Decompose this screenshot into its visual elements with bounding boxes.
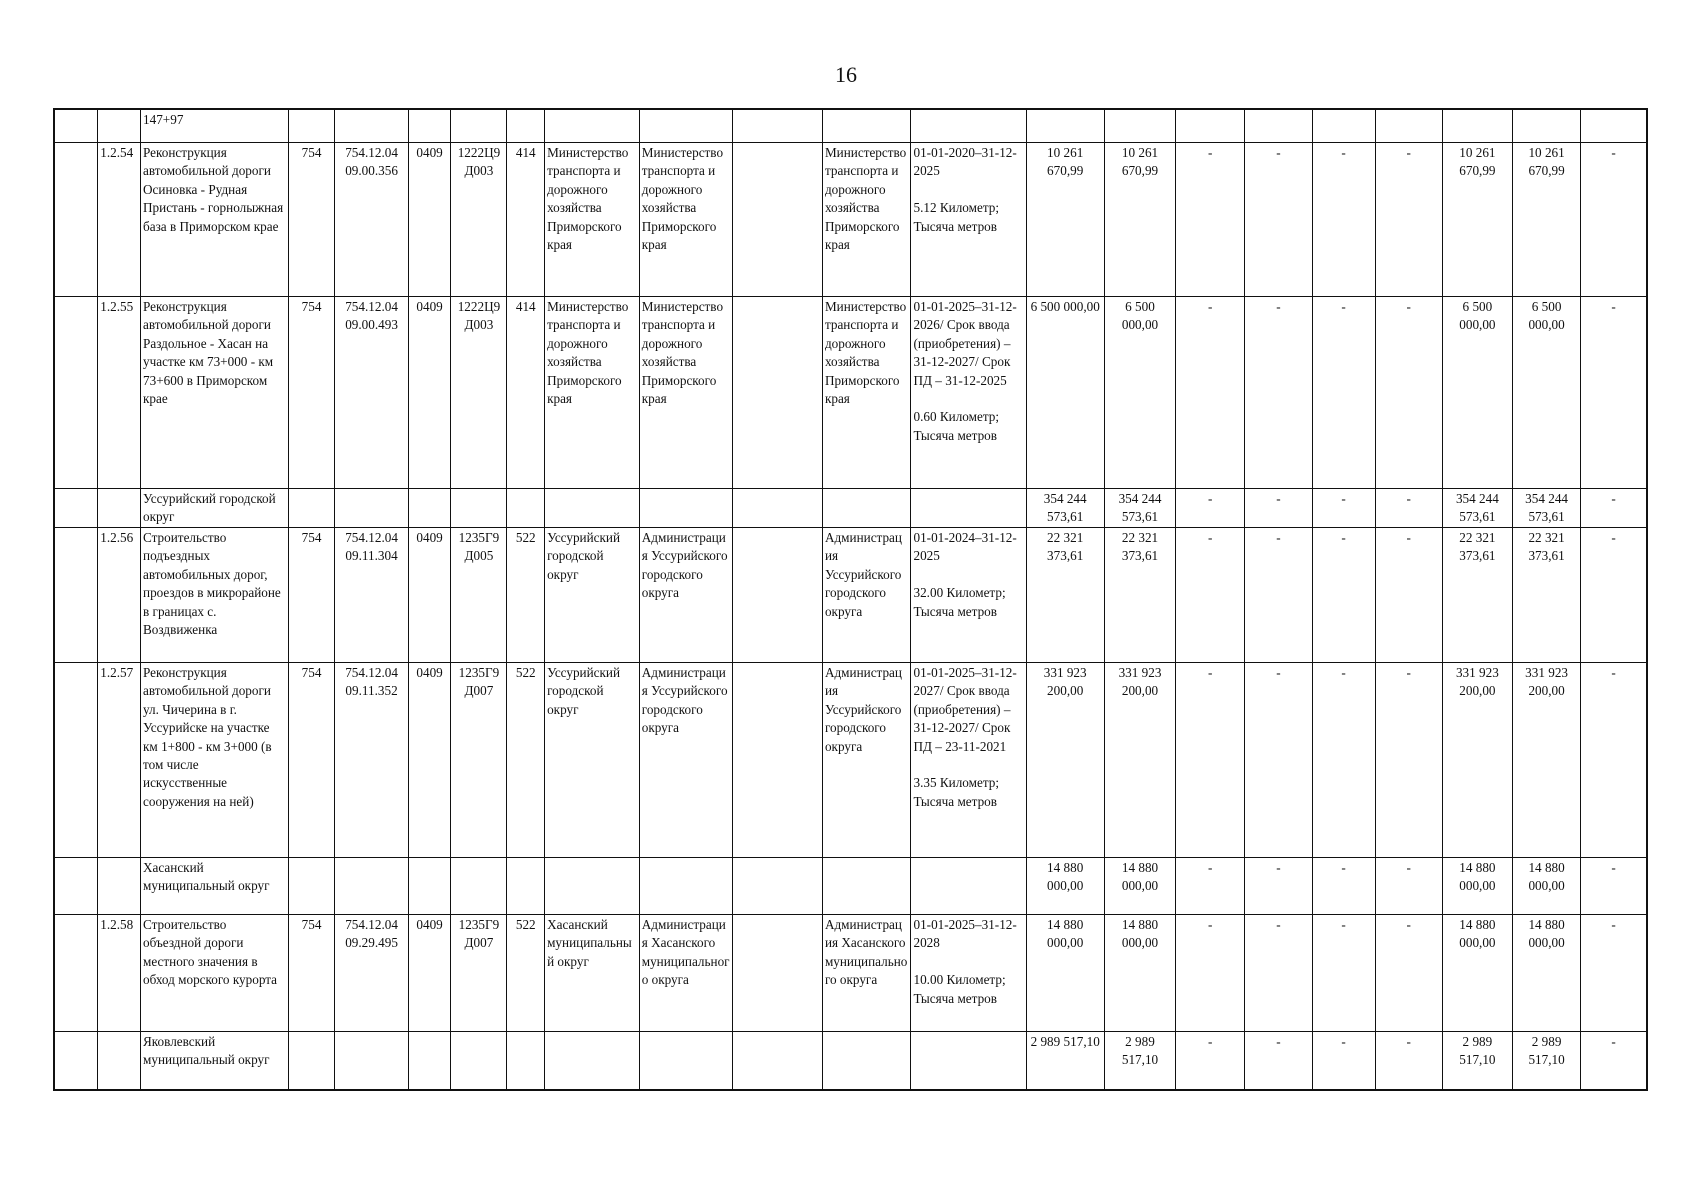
cell-code-section: 0409: [408, 663, 451, 858]
cell-value-2: 6 500 000,00: [1104, 297, 1175, 489]
cell-value-1: 14 880 000,00: [1026, 915, 1104, 1032]
cell-empty: [733, 915, 823, 1032]
cell-code-type: 414: [507, 297, 545, 489]
cell-empty: [911, 489, 1026, 528]
cell-empty: [639, 1032, 733, 1090]
cell-dash: -: [1375, 528, 1442, 663]
cell-dash: -: [1245, 143, 1312, 297]
cell-dash: -: [1245, 915, 1312, 1032]
table-row: [54, 663, 1647, 858]
cell-mark: [54, 109, 98, 143]
cell-org-3: Министерство транспорта и дорожного хозяйства Приморского края: [822, 143, 911, 297]
cell-period-capacity: 01-01-2024–31-12-2025 32.00 Километр; Тысяча метров: [911, 528, 1026, 663]
cell-empty: [507, 489, 545, 528]
cell-object-name: Реконструкция автомобильной дороги ул. Чичерина в г. Уссурийске на участке км 1+800 - км 3+000 (в том числе искусственные сооружения на ней): [141, 663, 289, 858]
cell-empty: [822, 489, 911, 528]
cell-dash: -: [1375, 1032, 1442, 1090]
cell-empty: [1581, 109, 1647, 143]
cell-empty: [1442, 109, 1512, 143]
cell-value-4: 2 989 517,10: [1513, 1032, 1581, 1090]
cell-code-target: 1235Г9 Д007: [451, 915, 507, 1032]
cell-empty: [288, 1032, 335, 1090]
cell-dash: -: [1176, 1032, 1245, 1090]
table-row-group: [54, 1032, 1647, 1090]
cell-org-1: Министерство транспорта и дорожного хозяйства Приморского края: [545, 297, 640, 489]
cell-empty: [1245, 109, 1312, 143]
cell-dash: -: [1176, 528, 1245, 663]
table-row: [54, 143, 1647, 297]
cell-value-3: 354 244 573,61: [1442, 489, 1512, 528]
cell-code-grbs: 754: [288, 663, 335, 858]
cell-code-type: 522: [507, 915, 545, 1032]
cell-code-object: 754.12.04 09.00.493: [335, 297, 408, 489]
cell-dash: -: [1176, 663, 1245, 858]
cell-empty: [733, 297, 823, 489]
cell-empty: [408, 109, 451, 143]
cell-empty: [335, 489, 408, 528]
table-row: [54, 109, 1647, 143]
cell-dash: -: [1375, 489, 1442, 528]
cell-empty: [1312, 109, 1375, 143]
cell-value-1: 331 923 200,00: [1026, 663, 1104, 858]
cell-number: [98, 109, 141, 143]
cell-org-1: Уссурийский городской округ: [545, 663, 640, 858]
cell-object-name: Строительство объездной дороги местного значения в обход морского курорта: [141, 915, 289, 1032]
cell-code-target: 1222Ц9 Д003: [451, 143, 507, 297]
cell-empty: [451, 858, 507, 915]
cell-object-name: Строительство подъездных автомобильных дорог, проездов в микрорайоне в границах с. Воздвиженка: [141, 528, 289, 663]
cell-last: -: [1581, 143, 1647, 297]
cell-empty: [1176, 109, 1245, 143]
table-body: [54, 109, 1647, 1090]
cell-last: -: [1581, 858, 1647, 915]
cell-dash: -: [1245, 297, 1312, 489]
cell-period-capacity: 01-01-2025–31-12-2027/ Срок ввода (приобретения) – 31-12-2027/ Срок ПД – 23-11-2021 3.35 Километр; Тысяча метров: [911, 663, 1026, 858]
cell-empty: [408, 489, 451, 528]
cell-code-section: 0409: [408, 528, 451, 663]
cell-dash: -: [1375, 915, 1442, 1032]
cell-dash: -: [1176, 858, 1245, 915]
cell-code-type: 414: [507, 143, 545, 297]
cell-empty: [451, 489, 507, 528]
cell-number: [98, 489, 141, 528]
cell-value-1: 22 321 373,61: [1026, 528, 1104, 663]
cell-org-3: Министерство транспорта и дорожного хозяйства Приморского края: [822, 297, 911, 489]
cell-number: 1.2.57: [98, 663, 141, 858]
cell-value-2: 10 261 670,99: [1104, 143, 1175, 297]
table-row: [54, 297, 1647, 489]
cell-org-2: Администрация Уссурийского городского округа: [639, 528, 733, 663]
cell-code-grbs: 754: [288, 528, 335, 663]
cell-org-3: Администрация Хасанского муниципального округа: [822, 915, 911, 1032]
cell-dash: -: [1245, 528, 1312, 663]
cell-last: -: [1581, 297, 1647, 489]
cell-code-section: 0409: [408, 297, 451, 489]
table-row: [54, 915, 1647, 1032]
cell-value-1: 10 261 670,99: [1026, 143, 1104, 297]
cell-value-4: 10 261 670,99: [1513, 143, 1581, 297]
cell-dash: -: [1312, 528, 1375, 663]
cell-number: 1.2.58: [98, 915, 141, 1032]
cell-org-1: Министерство транспорта и дорожного хозяйства Приморского края: [545, 143, 640, 297]
cell-dash: -: [1312, 297, 1375, 489]
cell-number: 1.2.56: [98, 528, 141, 663]
cell-dash: -: [1312, 915, 1375, 1032]
cell-dash: -: [1176, 489, 1245, 528]
cell-empty: [451, 109, 507, 143]
cell-empty: [335, 858, 408, 915]
cell-empty: [822, 109, 911, 143]
cell-last: -: [1581, 915, 1647, 1032]
cell-group-name: Хасанский муниципальный округ: [141, 858, 289, 915]
cell-value-2: 354 244 573,61: [1104, 489, 1175, 528]
cell-dash: -: [1245, 489, 1312, 528]
page-number: 16: [835, 62, 857, 87]
cell-empty: [1104, 109, 1175, 143]
cell-period-capacity: 01-01-2020–31-12-2025 5.12 Километр; Тысяча метров: [911, 143, 1026, 297]
cell-empty: [408, 1032, 451, 1090]
cell-dash: -: [1312, 858, 1375, 915]
cell-empty: [733, 143, 823, 297]
cell-empty: [639, 858, 733, 915]
cell-empty: [335, 1032, 408, 1090]
cell-code-object: 754.12.04 09.11.304: [335, 528, 408, 663]
cell-empty: [507, 109, 545, 143]
table-row: [54, 528, 1647, 663]
cell-org-3: Администрация Уссурийского городского округа: [822, 528, 911, 663]
cell-dash: -: [1245, 1032, 1312, 1090]
cell-value-2: 331 923 200,00: [1104, 663, 1175, 858]
cell-org-2: Министерство транспорта и дорожного хозяйства Приморского края: [639, 143, 733, 297]
cell-empty: [288, 489, 335, 528]
cell-value-3: 2 989 517,10: [1442, 1032, 1512, 1090]
cell-value-2: 2 989 517,10: [1104, 1032, 1175, 1090]
cell-mark: [54, 528, 98, 663]
cell-mark: [54, 143, 98, 297]
cell-last: -: [1581, 1032, 1647, 1090]
cell-code-grbs: 754: [288, 915, 335, 1032]
cell-code-type: 522: [507, 663, 545, 858]
cell-code-target: 1235Г9 Д005: [451, 528, 507, 663]
cell-dash: -: [1312, 1032, 1375, 1090]
cell-code-grbs: 754: [288, 297, 335, 489]
cell-empty: [639, 109, 733, 143]
cell-code-object: 754.12.04 09.00.356: [335, 143, 408, 297]
cell-org-2: Министерство транспорта и дорожного хозяйства Приморского края: [639, 297, 733, 489]
cell-dash: -: [1375, 663, 1442, 858]
cell-empty: [1375, 109, 1442, 143]
cell-value-2: 14 880 000,00: [1104, 915, 1175, 1032]
cell-value-1: 2 989 517,10: [1026, 1032, 1104, 1090]
cell-value-4: 14 880 000,00: [1513, 915, 1581, 1032]
cell-group-name: Уссурийский городской округ: [141, 489, 289, 528]
cell-period-capacity: 01-01-2025–31-12-2028 10.00 Километр; Тысяча метров: [911, 915, 1026, 1032]
cell-dash: -: [1245, 858, 1312, 915]
cell-code-target: 1222Ц9 Д003: [451, 297, 507, 489]
cell-value-4: 331 923 200,00: [1513, 663, 1581, 858]
cell-dash: -: [1312, 663, 1375, 858]
cell-empty: [545, 1032, 640, 1090]
cell-empty: [288, 109, 335, 143]
cell-empty: [822, 858, 911, 915]
cell-value-3: 14 880 000,00: [1442, 915, 1512, 1032]
cell-mark: [54, 858, 98, 915]
cell-code-object: 754.12.04 09.29.495: [335, 915, 408, 1032]
cell-object-name: Реконструкция автомобильной дороги Осиновка - Рудная Пристань - горнолыжная база в Приморском крае: [141, 143, 289, 297]
cell-mark: [54, 663, 98, 858]
cell-empty: [545, 109, 640, 143]
cell-value-3: 10 261 670,99: [1442, 143, 1512, 297]
cell-empty: [733, 109, 823, 143]
cell-last: -: [1581, 489, 1647, 528]
cell-empty: [335, 109, 408, 143]
cell-code-section: 0409: [408, 915, 451, 1032]
cell-number: 1.2.55: [98, 297, 141, 489]
cell-empty: [451, 1032, 507, 1090]
cell-value-1: 6 500 000,00: [1026, 297, 1104, 489]
cell-dash: -: [1375, 858, 1442, 915]
cell-value-1: 14 880 000,00: [1026, 858, 1104, 915]
cell-empty: [733, 858, 823, 915]
cell-period-capacity: 01-01-2025–31-12-2026/ Срок ввода (приобретения) – 31-12-2027/ Срок ПД – 31-12-2025 0.60 Километр; Тысяча метров: [911, 297, 1026, 489]
table-row-group: [54, 858, 1647, 915]
cell-empty: [733, 1032, 823, 1090]
cell-value-4: 14 880 000,00: [1513, 858, 1581, 915]
cell-empty: [911, 858, 1026, 915]
cell-dash: -: [1245, 663, 1312, 858]
cell-empty: [545, 858, 640, 915]
cell-empty: [408, 858, 451, 915]
cell-mark: [54, 915, 98, 1032]
cell-org-2: Администрация Хасанского муниципального округа: [639, 915, 733, 1032]
cell-object-name: Реконструкция автомобильной дороги Раздольное - Хасан на участке км 73+000 - км 73+600 в Приморском крае: [141, 297, 289, 489]
cell-empty: [1026, 109, 1104, 143]
cell-org-1: Уссурийский городской округ: [545, 528, 640, 663]
cell-code-section: 0409: [408, 143, 451, 297]
cell-group-name: Яковлевский муниципальный округ: [141, 1032, 289, 1090]
table-row-group: [54, 489, 1647, 528]
cell-number: [98, 1032, 141, 1090]
cell-number: 1.2.54: [98, 143, 141, 297]
cell-empty: [507, 858, 545, 915]
cell-value-1: 354 244 573,61: [1026, 489, 1104, 528]
cell-value-3: 22 321 373,61: [1442, 528, 1512, 663]
cell-empty: [733, 528, 823, 663]
cell-mark: [54, 1032, 98, 1090]
cell-org-3: Администрация Уссурийского городского округа: [822, 663, 911, 858]
cell-mark: [54, 297, 98, 489]
cell-dash: -: [1312, 489, 1375, 528]
cell-org-2: Администрация Уссурийского городского округа: [639, 663, 733, 858]
cell-dash: -: [1176, 143, 1245, 297]
cell-code-type: 522: [507, 528, 545, 663]
cell-empty: [507, 1032, 545, 1090]
cell-org-1: Хасанский муниципальный округ: [545, 915, 640, 1032]
cell-dash: -: [1312, 143, 1375, 297]
cell-empty: [733, 663, 823, 858]
cell-empty: [639, 489, 733, 528]
cell-mark: [54, 489, 98, 528]
cell-dash: -: [1375, 143, 1442, 297]
cell-value-4: 6 500 000,00: [1513, 297, 1581, 489]
cell-empty: [822, 1032, 911, 1090]
cell-empty: [545, 489, 640, 528]
cell-number: [98, 858, 141, 915]
cell-value-3: 6 500 000,00: [1442, 297, 1512, 489]
cell-value-3: 14 880 000,00: [1442, 858, 1512, 915]
cell-object-name: 147+97: [141, 109, 289, 143]
cell-last: -: [1581, 663, 1647, 858]
cell-empty: [911, 109, 1026, 143]
investment-table: [53, 108, 1648, 1091]
cell-value-2: 22 321 373,61: [1104, 528, 1175, 663]
cell-dash: -: [1176, 915, 1245, 1032]
cell-code-target: 1235Г9 Д007: [451, 663, 507, 858]
cell-value-4: 354 244 573,61: [1513, 489, 1581, 528]
cell-code-object: 754.12.04 09.11.352: [335, 663, 408, 858]
cell-value-3: 331 923 200,00: [1442, 663, 1512, 858]
cell-value-2: 14 880 000,00: [1104, 858, 1175, 915]
cell-empty: [911, 1032, 1026, 1090]
cell-dash: -: [1176, 297, 1245, 489]
cell-empty: [288, 858, 335, 915]
cell-empty: [733, 489, 823, 528]
cell-dash: -: [1375, 297, 1442, 489]
cell-empty: [1513, 109, 1581, 143]
cell-code-grbs: 754: [288, 143, 335, 297]
cell-last: -: [1581, 528, 1647, 663]
cell-value-4: 22 321 373,61: [1513, 528, 1581, 663]
